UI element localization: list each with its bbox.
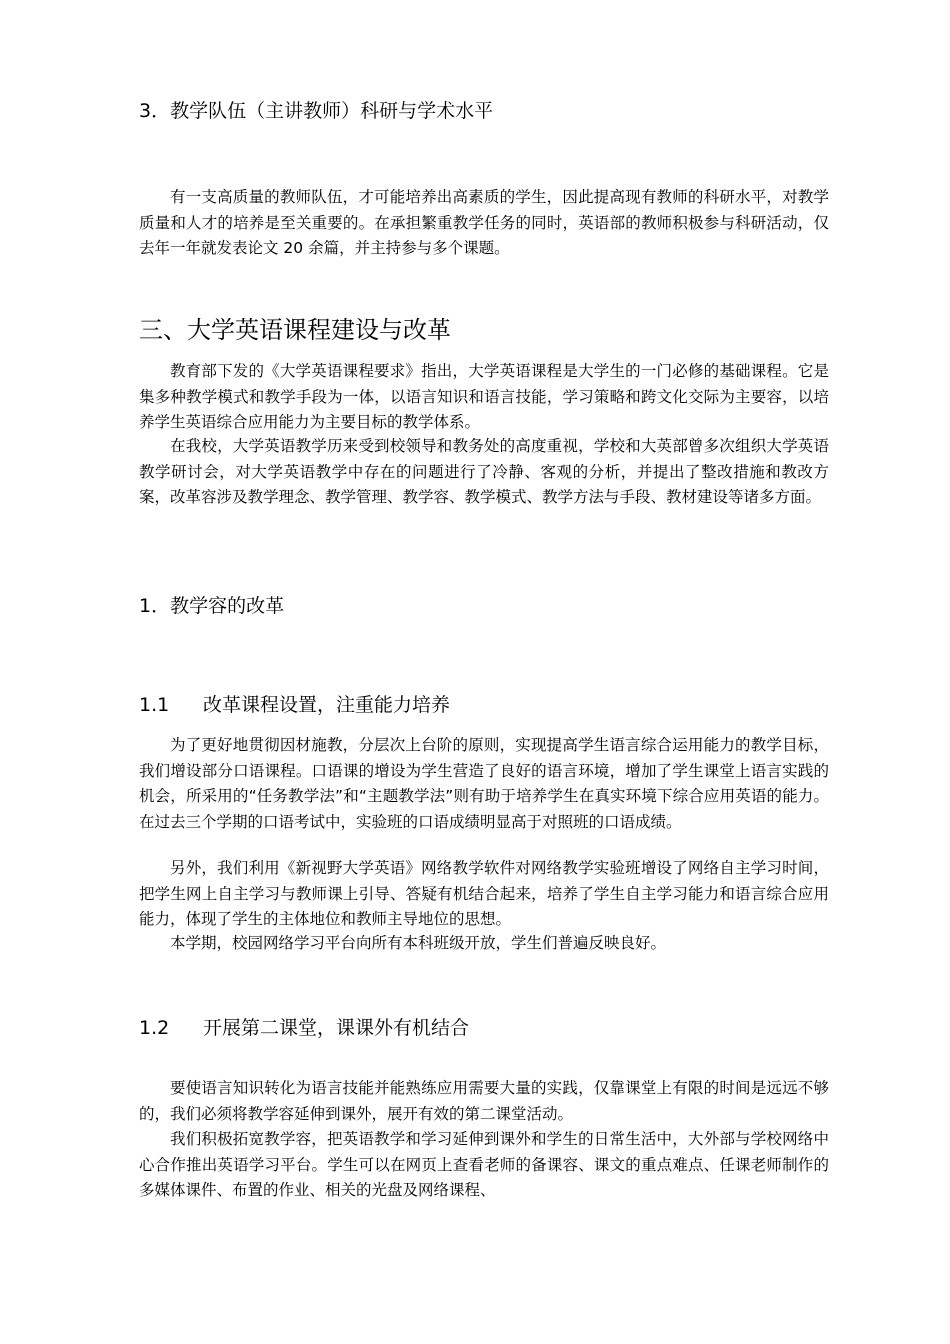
section-1-2-title: 开展第二课堂，课课外有机结合 [203,1017,470,1039]
section-3-paragraph: 有一支高质量的教师队伍，才可能培养出高素质的学生，因此提高现有教师的科研水平，对教学质量和人才的培养是至关重要的。在承担繁重教学任务的同时，英语部的教师积极参与科研活动，仅去年一年就发表论文 20 余篇，并主持参与多个课题。 [139,188,829,257]
section-1-1-paragraph-3: 本学期，校园网络学习平台向所有本科班级开放，学生们普遍反映良好。 [170,934,667,952]
section-1-2-paragraph-2: 我们积极拓宽教学容，把英语教学和学习延伸到课外和学生的日常生活中，大外部与学校网络中心合作推出英语学习平台。学生可以在网页上查看老师的备课容、课文的重点难点、任课老师制作的多媒体课件、布置的作业、相关的光盘及网络课程、 [139,1130,829,1199]
section-3-number: 3． [139,100,171,122]
section-1-2-number: 1.2 [139,1017,170,1039]
section-1-1-title: 改革课程设置，注重能力培养 [203,694,451,716]
section-1-1-heading [139,693,450,717]
section-1-2-heading [139,1016,469,1040]
chapter-3-heading: 三、大学英语课程建设与改革 [139,316,451,344]
section-1-1-number: 1.1 [139,694,170,716]
section-1-1-paragraph-1: 为了更好地贯彻因材施教，分层次上台阶的原则，实现提高学生语言综合运用能力的教学目标，我们增设部分口语课程。口语课的增设为学生营造了良好的语言环境，增加了学生课堂上语言实践的机会，所采用的“任务教学法”和“主题教学法”则有助于培养学生在真实环境下综合应用英语的能力。在过去三个学期的口语考试中，实验班的口语成绩明显高于对照班的口语成绩。 [139,736,829,831]
section-3-title: 教学队伍（主讲教师）科研与学术水平 [170,100,494,122]
chapter-3-paragraph-1: 教育部下发的《大学英语课程要求》指出，大学英语课程是大学生的一门必修的基础课程。它是集多种教学模式和教学手段为一体，以语言知识和语言技能，学习策略和跨文化交际为主要容，以培养学生英语综合应用能力为主要目标的教学体系。 [139,362,829,431]
section-1-number: 1． [139,595,171,617]
section-1-1-paragraph-2: 另外，我们利用《新视野大学英语》网络教学软件对网络教学实验班增设了网络自主学习时间，把学生网上自主学习与教师课上引导、答疑有机结合起来，培养了学生自主学习能力和语言综合应用能力，体现了学生的主体地位和教师主导地位的思想。 [139,859,829,928]
section-3-heading [139,99,493,123]
section-1-2-paragraph-1: 要使语言知识转化为语言技能并能熟练应用需要大量的实践，仅靠课堂上有限的时间是远远不够的，我们必须将教学容延伸到课外，展开有效的第二课堂活动。 [139,1079,829,1123]
section-1-title: 教学容的改革 [170,595,285,617]
chapter-3-paragraph-2: 在我校，大学英语教学历来受到校领导和教务处的高度重视，学校和大英部曾多次组织大学英语教学研讨会，对大学英语教学中存在的问题进行了冷静、客观的分析，并提出了整改措施和教改方案，改革容涉及教学理念、教学管理、教学容、教学模式、教学方法与手段、教材建设等诸多方面。 [139,437,829,506]
section-1-heading [139,594,284,618]
